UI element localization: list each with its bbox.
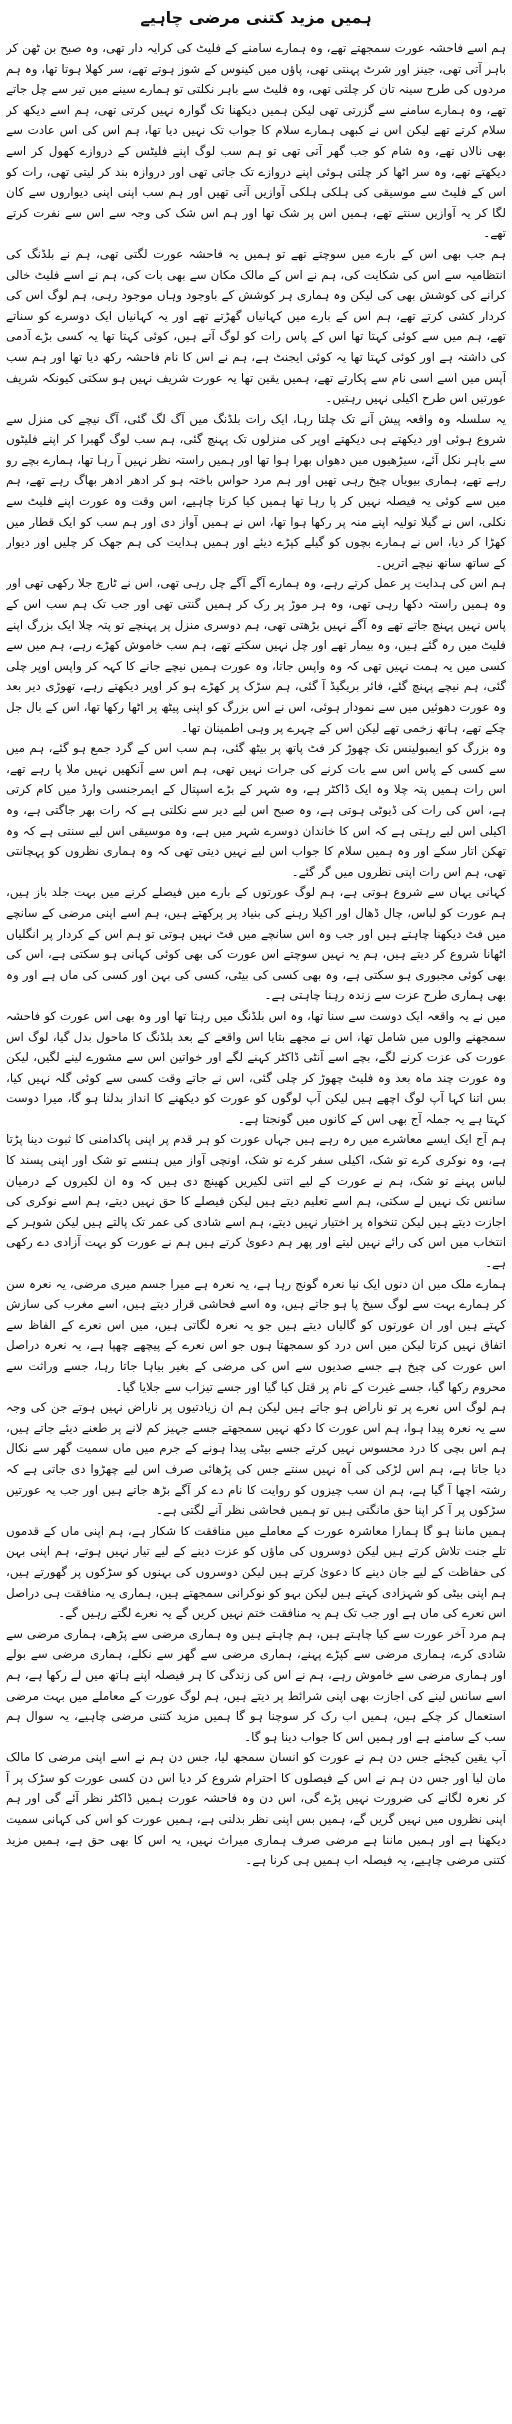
article-paragraph: ہمارے ملک میں ان دنوں ایک نیا نعرہ گونج رہا ہے، یہ نعرہ ہے میرا جسم میری مرضی، یہ نعرہ سن کر ہمارے بہت سے لوگ سیخ پا ہو جاتے ہیں، وہ اسے فحاشی قرار دیتے ہیں، اسے مغرب کی سازش کہتے ہیں اور ان عورتوں کو گالیاں دیتے ہیں جو یہ نعرہ لگاتی ہیں، میں اس نعرے کے الفاظ سے اتفاق نہیں کرتا لیکن میں اس درد کو سمجھتا ہوں جو اس نعرے کے پیچھے چھپا ہے، یہ نعرہ دراصل اس عورت کی چیخ ہے جسے صدیوں سے اس کی مرضی کے بغیر بیاہا جاتا رہا، جسے وراثت سے محروم رکھا گیا، جسے غیرت کے نام پر قتل کیا گیا اور جسے تیزاب سے جلایا گیا۔ <box>6 1276 506 1394</box>
article-paragraph: ہمیں ماننا ہو گا ہمارا معاشرہ عورت کے معاملے میں منافقت کا شکار ہے، ہم اپنی ماں کے قدموں تلے جنت تلاش کرتے ہیں لیکن دوسروں کی ماؤں کو عزت دینے کے لیے تیار نہیں ہوتے، ہم اپنی بہن کی حفاظت کے لیے جان دینے کا دعویٰ کرتے ہیں لیکن دوسروں کی بہنوں کو سڑکوں پر گھورتے ہیں، ہم اپنی بیٹی کو شہزادی کہتے ہیں لیکن بہو کو نوکرانی سمجھتے ہیں، ہماری یہ منافقت ہی دراصل اس نعرے کی ماں ہے اور جب تک ہم یہ منافقت ختم نہیں کریں گے یہ نعرے لگتے رہیں گے۔ <box>6 1523 506 1621</box>
article-paragraph: کہانی یہاں سے شروع ہوتی ہے، ہم لوگ عورتوں کے بارے میں فیصلے کرنے میں بہت جلد باز ہیں، ہم عورت کو لباس، چال ڈھال اور اکیلا رہنے کی بنیاد پر پرکھتے ہیں، ہم اسے اپنی مرضی کے سانچے میں فٹ دیکھنا چاہتے ہیں اور جب وہ اس سانچے میں فٹ نہیں ہوتی تو ہم اس کے کردار پر انگلیاں اٹھانا شروع کر دیتے ہیں، ہم یہ نہیں سوچتے اس عورت کی بھی کوئی کہانی ہو سکتی ہے، اس کی بھی کوئی مجبوری ہو سکتی ہے، وہ بھی کسی کی بیٹی، کسی کی بہن اور کسی کی ماں ہے اور وہ بھی ہماری طرح عزت سے زندہ رہنا چاہتی ہے۔ <box>6 885 506 1003</box>
article-paragraph: ہم جب بھی اس کے بارے میں سوچتے تھے تو ہمیں یہ فاحشہ عورت لگتی تھی، ہم نے بلڈنگ کی انتظامیہ سے اس کی شکایت کی، ہم نے اس کے مالک مکان سے بھی بات کی، ہم نے اسے فلیٹ خالی کرانے کی کوشش بھی کی لیکن وہ ہماری ہر کوشش کے باوجود وہاں موجود رہی، ہم لوگ اس کی کردار کشی کرتے تھے، ہم اس کے بارے میں کہانیاں گھڑتے تھے اور یہ کہانیاں ایک دوسرے کو سناتے تھے، ہم میں سے کوئی کہتا تھا اس کے پاس رات کو لوگ آتے ہیں، کوئی کہتا تھا یہ کسی بڑے آدمی کی داشتہ ہے اور کوئی کہتا تھا یہ کوئی ایجنٹ ہے، ہم نے اس کا نام فاحشہ رکھ دیا تھا اور ہم سب آپس میں اسے اسی نام سے پکارتے تھے، ہمیں یقین تھا یہ عورت شریف نہیں ہو سکتی کیونکہ شریف عورتیں اس طرح اکیلی نہیں رہتیں۔ <box>6 246 506 406</box>
article-paragraph: ہم اسے فاحشہ عورت سمجھتے تھے، وہ ہمارے سامنے کے فلیٹ کی کرایہ دار تھی، وہ صبح بن ٹھن کر باہر آتی تھی، جینز اور شرٹ پہنتی تھی، پاؤں میں کینوس کے شوز ہوتے تھے، سر کھلا ہوتا تھا، وہ ہم مردوں کی طرح سینہ تان کر چلتی تھی، وہ فلیٹ سے باہر نکلتی تو ہمارے سینے میں تیر سے چل جاتے تھے، وہ ہمارے سامنے سے گزرتی تھی لیکن ہمیں دیکھنا تک گوارہ نہیں کرتی تھی، ہم اسے دیکھ کر سلام کرتے تھے لیکن اس نے کبھی ہمارے سلام کا جواب تک نہیں دیا تھا، ہم اس کی اس عادت سے بھی نالاں تھے، وہ شام کو جب گھر آتی تھی تو ہم سب لوگ اپنے فلیٹس کے دروازے کھول کر اسے دیکھتے تھے، وہ سر اٹھا کر چلتی ہوئی اپنے دروازے تک جاتی تھی اور دروازہ بند کر لیتی تھی، رات کو اس کے فلیٹ سے موسیقی کی ہلکی ہلکی آوازیں آتی تھیں اور ہم سب اپنی اپنی دیواروں سے کان لگا کر یہ آوازیں سنتے تھے، ہمیں اس پر شک تھا اور ہم اس شک کی وجہ سے اس سے نفرت کرتے تھے۔ <box>6 41 506 241</box>
article-paragraph: وہ بزرگ کو ایمبولینس تک چھوڑ کر فٹ پاتھ پر بیٹھ گئی، ہم سب اس کے گرد جمع ہو گئے، ہم میں سے کسی کے پاس اس سے بات کرنے کی جرات نہیں تھی، ہم اس سے آنکھیں نہیں ملا پا رہے تھے، اس رات ہمیں پتہ چلا وہ ایک ڈاکٹر ہے، وہ شہر کے بڑے اسپتال کے ایمرجنسی وارڈ میں کام کرتی ہے، اس کی رات کی ڈیوٹی ہوتی ہے، وہ صبح اس لیے دیر سے نکلتی ہے کہ رات بھر جاگتی ہے، وہ اکیلی اس لیے رہتی ہے کہ اس کا خاندان دوسرے شہر میں ہے، وہ موسیقی اس لیے سنتی ہے کہ وہ تھکن اتار سکے اور وہ ہمیں سلام کا جواب اس لیے نہیں دیتی تھی کہ وہ ہماری نظروں کو پہچانتی تھی، ہم اس رات اپنی نظروں میں گر گئے۔ <box>6 741 506 879</box>
article-paragraph: میں نے یہ واقعہ ایک دوست سے سنا تھا، وہ اس بلڈنگ میں رہتا تھا اور وہ بھی اس عورت کو فاحشہ سمجھنے والوں میں شامل تھا، اس نے مجھے بتایا اس واقعے کے بعد بلڈنگ کا ماحول بدل گیا، لوگ اس عورت کی عزت کرنے لگے، بچے اسے آنٹی ڈاکٹر کہنے لگے اور خواتین اس سے مشورے لینے لگیں، لیکن وہ عورت چند ماہ بعد وہ فلیٹ چھوڑ کر چلی گئی، اس نے جاتے وقت کسی سے کوئی گلہ نہیں کیا، بس اتنا کہا آپ لوگ اچھے ہیں لیکن آپ لوگوں کو عورت کو دیکھنے کا انداز بدلنا ہو گا، میرا دوست کہتا ہے یہ جملہ آج بھی اس کے کانوں میں گونجتا ہے۔ <box>6 1008 506 1126</box>
article-paragraph: ہم لوگ اس نعرے پر تو ناراض ہو جاتے ہیں لیکن ہم ان زیادتیوں پر ناراض نہیں ہوتے جن کی وجہ سے یہ نعرہ پیدا ہوا، ہم اس عورت کا دکھ نہیں سمجھتے جسے جہیز کم لانے پر طعنے دیئے جاتے ہیں، ہم اس بچی کا درد محسوس نہیں کرتے جسے بیٹی پیدا ہونے کے جرم میں ماں سمیت گھر سے نکال دیا جاتا ہے، ہم اس لڑکی کی آہ نہیں سنتے جس کی پڑھائی صرف اس لیے چھڑوا دی جاتی ہے کہ رشتہ اچھا آ گیا ہے، ہم ان سب چیزوں کو روایت کا نام دے کر آگے بڑھ جاتے ہیں اور جب یہ عورتیں سڑکوں پر آ کر اپنا حق مانگتی ہیں تو ہمیں فحاشی نظر آنے لگتی ہے۔ <box>6 1400 506 1518</box>
article-headline: ہمیں مزید کتنی مرضی چاہیے <box>140 8 372 27</box>
article-paragraph: ہم آج ایک ایسے معاشرے میں رہ رہے ہیں جہاں عورت کو ہر قدم پر اپنی پاکدامنی کا ثبوت دینا پڑتا ہے، وہ نوکری کرے تو شک، اکیلی سفر کرے تو شک، اونچی آواز میں ہنسے تو شک اور اپنی پسند کا لباس پہنے تو شک، ہم نے عورت کے لیے اتنی لکیریں کھینچ دی ہیں کہ وہ ان لکیروں کے درمیان سانس تک نہیں لے سکتی، ہم اسے تعلیم دیتے ہیں لیکن فیصلے کا حق نہیں دیتے، ہم اسے نوکری کی اجازت دیتے ہیں لیکن تنخواہ پر اختیار نہیں دیتے، ہم اسے شادی کی عمر تک پالتے ہیں لیکن شوہر کے انتخاب میں اس کی رائے نہیں لیتے اور پھر ہم دعویٰ کرتے ہیں ہم نے عورت کو بہت آزادی دے رکھی ہے۔ <box>6 1132 506 1271</box>
article-paragraph: ہم اس کی ہدایت پر عمل کرتے رہے، وہ ہمارے آگے آگے چل رہی تھی، اس نے ٹارچ جلا رکھی تھی اور وہ ہمیں راستہ دکھا رہی تھی، وہ ہر موڑ پر رک کر ہمیں گنتی تھی اور جب تک ہم سب اس کے پاس نہیں پہنچ جاتے تھے وہ آگے نہیں بڑھتی تھی، ہم دوسری منزل پر پہنچے تو پتہ چلا ایک بزرگ اپنے فلیٹ میں رہ گئے ہیں، وہ بیمار تھے اور چل نہیں سکتے تھے، ہم سب خاموش کھڑے رہے، ہم میں سے کسی میں یہ ہمت نہیں تھی کہ وہ واپس جاتا، وہ عورت ہمیں نیچے جانے کا کہہ کر واپس اوپر چلی گئی، ہم نیچے پہنچ گئے، فائر بریگیڈ آ گئی، ہم سڑک پر کھڑے ہو کر اوپر دیکھتے رہے، تھوڑی دیر بعد وہ عورت دھوئیں میں سے نمودار ہوئی، اس نے اس بزرگ کو اپنی پیٹھ پر اٹھا رکھا تھا، اس کے بال جل چکے تھے، ہاتھ زخمی تھے لیکن اس کے چہرے پر وہی اطمینان تھا۔ <box>6 576 506 735</box>
article-paragraph: یہ سلسلہ وہ واقعہ پیش آنے تک چلتا رہا، ایک رات بلڈنگ میں آگ لگ گئی، آگ نیچے کی منزل سے شروع ہوئی اور دیکھتے ہی دیکھتے اوپر کی منزلوں تک پہنچ گئی، ہم سب لوگ گھبرا کر اپنے فلیٹوں سے باہر نکل آئے، سیڑھیوں میں دھواں بھرا ہوا تھا اور ہمیں راستہ نظر نہیں آ رہا تھا، ہمارے بچے رو رہے تھے، ہماری بیویاں چیخ رہی تھیں اور ہم مرد حواس باختہ ہو کر ادھر ادھر بھاگ رہے تھے، ہم میں سے کوئی یہ فیصلہ نہیں کر پا رہا تھا ہمیں کیا کرنا چاہیے، اس وقت وہ عورت اپنے فلیٹ سے نکلی، اس نے گیلا تولیہ اپنے منہ پر رکھا ہوا تھا، اس نے ہمیں آواز دی اور ہم سب کو ایک قطار میں کھڑا کر دیا، اس نے ہمارے بچوں کو گیلے کپڑے دیئے اور ہمیں ہدایت کی ہم جھک کر چلیں اور دیوار کے ساتھ ساتھ نیچے اتریں۔ <box>6 411 506 570</box>
article-body <box>6 38 506 2416</box>
article-paragraph: ہم مرد آخر عورت سے کیا چاہتے ہیں، ہم چاہتے ہیں وہ ہماری مرضی سے پڑھے، ہماری مرضی سے شادی کرے، ہماری مرضی سے کپڑے پہنے، ہماری مرضی سے گھر سے نکلے، ہماری مرضی سے بولے اور ہماری مرضی سے خاموش رہے، ہم نے اس کی زندگی کا ہر فیصلہ اپنے ہاتھ میں لے رکھا ہے، ہم اسے سانس لینے کی اجازت بھی اپنی شرائط پر دیتے ہیں، ہم لوگ عورت کے معاملے میں بہت مرضی استعمال کر چکے ہیں، ہمیں اب رک کر سوچنا ہو گا ہمیں مزید کتنی مرضی چاہیے، یہ سوال ہم سب کے سامنے ہے اور ہمیں اس کا جواب دینا ہو گا۔ <box>6 1626 506 1744</box>
article-paragraph: آپ یقین کیجئے جس دن ہم نے عورت کو انسان سمجھ لیا، جس دن ہم نے اسے اپنی مرضی کا مالک مان لیا اور جس دن ہم نے اس کے فیصلوں کا احترام شروع کر دیا اس دن کسی عورت کو سڑک پر آ کر نعرہ لگانے کی ضرورت نہیں پڑے گی، اس دن وہ فاحشہ عورت ہمیں ڈاکٹر نظر آئے گی اور ہم اپنی نظروں میں نہیں گریں گے، ہمیں بس اپنی نظر بدلنی ہے، ہمیں عورت کو اس کی کہانی سمیت دیکھنا ہے اور ہمیں ماننا ہے مرضی صرف ہماری میراث نہیں، یہ اس کا بھی حق ہے، ہمیں مزید کتنی مرضی چاہیے، یہ فیصلہ اب ہمیں ہی کرنا ہے۔ <box>6 1750 506 1868</box>
